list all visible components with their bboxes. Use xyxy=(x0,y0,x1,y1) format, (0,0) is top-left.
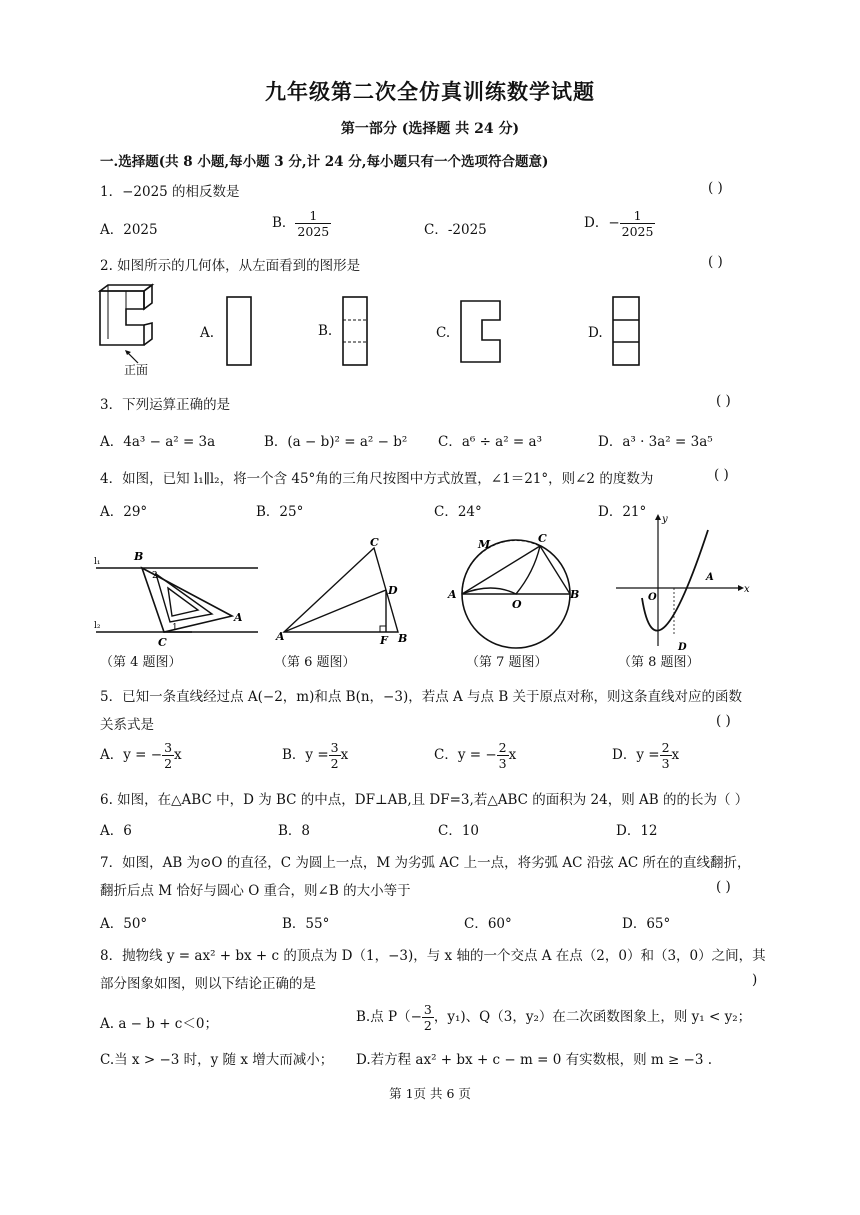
figure-7-caption: （第 7 题图） xyxy=(466,655,548,670)
question-4-stem: 4．如图，已知 l₁∥l₂，将一个含 45°角的三角尺按图中方式放置，∠1＝21°，则∠2 的度数为 xyxy=(100,471,654,487)
q5-option-d: D．y = $\frac{2}{3}$ x xyxy=(612,740,680,771)
answer-paren-3: ( ) xyxy=(716,393,731,409)
fig6-label-b: B xyxy=(398,632,408,645)
q3-option-d: D．a³ · 3a² = 3a⁵ xyxy=(598,434,713,450)
fig6-label-a: A xyxy=(276,630,285,643)
fig6-label-d: D xyxy=(388,584,398,597)
q1-option-b: B． $\frac{1}{2025}$ xyxy=(272,208,330,239)
fig8-label-o: O xyxy=(648,592,657,603)
q8-option-b: B.点 P（− $\frac{3}{2}$ ，y₁)、Q（3，y₂）在二次函数图象上，则 y₁ < y₂； xyxy=(356,1002,752,1033)
fig7-label-c: C xyxy=(538,532,547,545)
fig4-label-c: C xyxy=(158,636,167,649)
page-footer: 第 1页 共 6 页 xyxy=(389,1086,471,1101)
fig8-label-x: x xyxy=(744,584,750,595)
fig7-label-b: B xyxy=(570,588,580,601)
q6-option-a: A．6 xyxy=(100,823,132,839)
question-8-stem-line1: 8．抛物线 y = ax² + bx + c 的顶点为 D（1，−3)，与 x 轴的一个交点 A 在点（2，0）和（3，0）之间，其 xyxy=(100,948,766,964)
question-1-stem: 1．−2025 的相反数是 xyxy=(100,184,240,200)
figure-4-diagram xyxy=(92,526,262,656)
fig4-label-b: B xyxy=(134,550,144,563)
fig4-label-l2: l₂ xyxy=(94,621,101,631)
fig4-label-angle-1: 1 xyxy=(172,623,178,633)
q3-option-b: B．(a − b)² = a² − b² xyxy=(264,434,408,450)
figure-6-diagram xyxy=(274,536,414,648)
front-view-label: 正面 xyxy=(124,363,149,377)
q1-option-d: D．− $\frac{1}{2025}$ xyxy=(584,208,654,239)
question-5-stem-line2: 关系式是 xyxy=(100,717,154,733)
answer-paren-4: ( ) xyxy=(714,467,729,483)
answer-paren-5: ( ) xyxy=(716,713,731,729)
q6-option-c: C．10 xyxy=(438,823,480,839)
q8-option-a: A. a − b + c＜0； xyxy=(100,1016,218,1032)
q4-option-b: B．25° xyxy=(256,504,304,520)
q3-option-c: C．a⁶ ÷ a² = a³ xyxy=(438,434,542,450)
q2-option-d-label: D. xyxy=(588,325,603,341)
fig8-label-a: A xyxy=(706,572,714,583)
fig7-label-a: A xyxy=(448,588,457,601)
fig7-label-m: M xyxy=(478,538,491,551)
question-2-stem: 2. 如图所示的几何体，从左面看到的图形是 xyxy=(100,258,361,274)
question-5-stem-line1: 5．已知一条直线经过点 A(−2，m)和点 B(n，−3)，若点 A 与点 B 关于原点对称，则这条直线对应的函数 xyxy=(100,689,743,705)
q2-option-b-shape xyxy=(342,296,370,368)
answer-paren-1: ( ) xyxy=(708,180,723,196)
q5-option-c: C．y = − $\frac{2}{3}$ x xyxy=(434,740,517,771)
q2-option-b-label: B. xyxy=(318,323,333,339)
q5-option-b: B．y = $\frac{3}{2}$ x xyxy=(282,740,349,771)
question-7-stem-line2: 翻折后点 M 恰好与圆心 O 重合，则∠B 的大小等于 xyxy=(100,883,411,899)
q2-option-a-shape xyxy=(226,296,254,368)
question-7-stem-line1: 7．如图，AB 为⊙O 的直径，C 为圆上一点，M 为劣弧 AC 上一点，将劣弧 AC 沿弦 AC 所在的直线翻折， xyxy=(100,855,751,871)
figure-8-caption: （第 8 题图） xyxy=(618,655,700,670)
q2-option-c-label: C. xyxy=(436,325,451,341)
question-3-stem: 3．下列运算正确的是 xyxy=(100,397,231,413)
question-6-stem: 6. 如图，在△ABC 中，D 为 BC 的中点，DF⊥AB,且 DF=3,若△ABC 的面积为 24，则 AB 的的长为（ ） xyxy=(100,792,749,808)
q6-option-d: D．12 xyxy=(616,823,658,839)
fig6-label-f: F xyxy=(380,634,388,647)
q4-option-d: D．21° xyxy=(598,504,647,520)
q1-option-c: C．-2025 xyxy=(424,222,487,238)
fig4-label-angle-2: 2 xyxy=(152,571,158,581)
answer-paren-2: ( ) xyxy=(708,254,723,270)
fig7-label-o: O xyxy=(512,598,522,611)
q4-option-c: C．24° xyxy=(434,504,482,520)
page-title: 九年级第二次全仿真训练数学试题 xyxy=(265,79,595,104)
q2-option-a-label: A. xyxy=(200,325,215,341)
q2-option-c-shape xyxy=(460,300,502,364)
section-heading: 一.选择题(共 8 小题,每小题 3 分,计 24 分,每小题只有一个选项符合题意) xyxy=(100,154,549,170)
q1-option-a: A．2025 xyxy=(100,222,158,238)
q7-option-c: C．60° xyxy=(464,916,512,932)
question-8-stem-line2: 部分图象如图，则以下结论正确的是 xyxy=(100,976,316,992)
figure-4-caption: （第 4 题图） xyxy=(100,655,182,670)
figure-8-diagram xyxy=(612,512,752,652)
q5-option-a: A．y = − $\frac{3}{2}$ x xyxy=(100,740,182,771)
q8-option-d: D.若方程 ax² + bx + c − m = 0 有实数根，则 m ≥ −3 . xyxy=(356,1052,713,1068)
q8-option-c: C.当 x > −3 时，y 随 x 增大而减小； xyxy=(100,1052,334,1068)
fig6-label-c: C xyxy=(370,536,379,549)
fig8-label-d: D xyxy=(678,642,687,652)
q7-option-b: B．55° xyxy=(282,916,330,932)
q7-option-d: D．65° xyxy=(622,916,671,932)
answer-paren-7: ( ) xyxy=(716,879,731,895)
answer-paren-8: ) xyxy=(752,972,758,988)
figure-6-caption: （第 6 题图） xyxy=(274,655,356,670)
part-subtitle: 第一部分 (选择题 共 24 分) xyxy=(340,121,520,137)
q7-option-a: A．50° xyxy=(100,916,148,932)
q6-option-b: B．8 xyxy=(278,823,311,839)
figure-7-diagram xyxy=(442,528,584,650)
q2-option-d-shape xyxy=(612,296,642,368)
q3-option-a: A．4a³ − a² = 3a xyxy=(100,434,216,450)
fig8-label-y: y xyxy=(662,514,668,525)
q4-option-a: A．29° xyxy=(100,504,148,520)
fig4-label-l1: l₁ xyxy=(94,557,101,567)
fig4-label-a: A xyxy=(234,611,243,624)
